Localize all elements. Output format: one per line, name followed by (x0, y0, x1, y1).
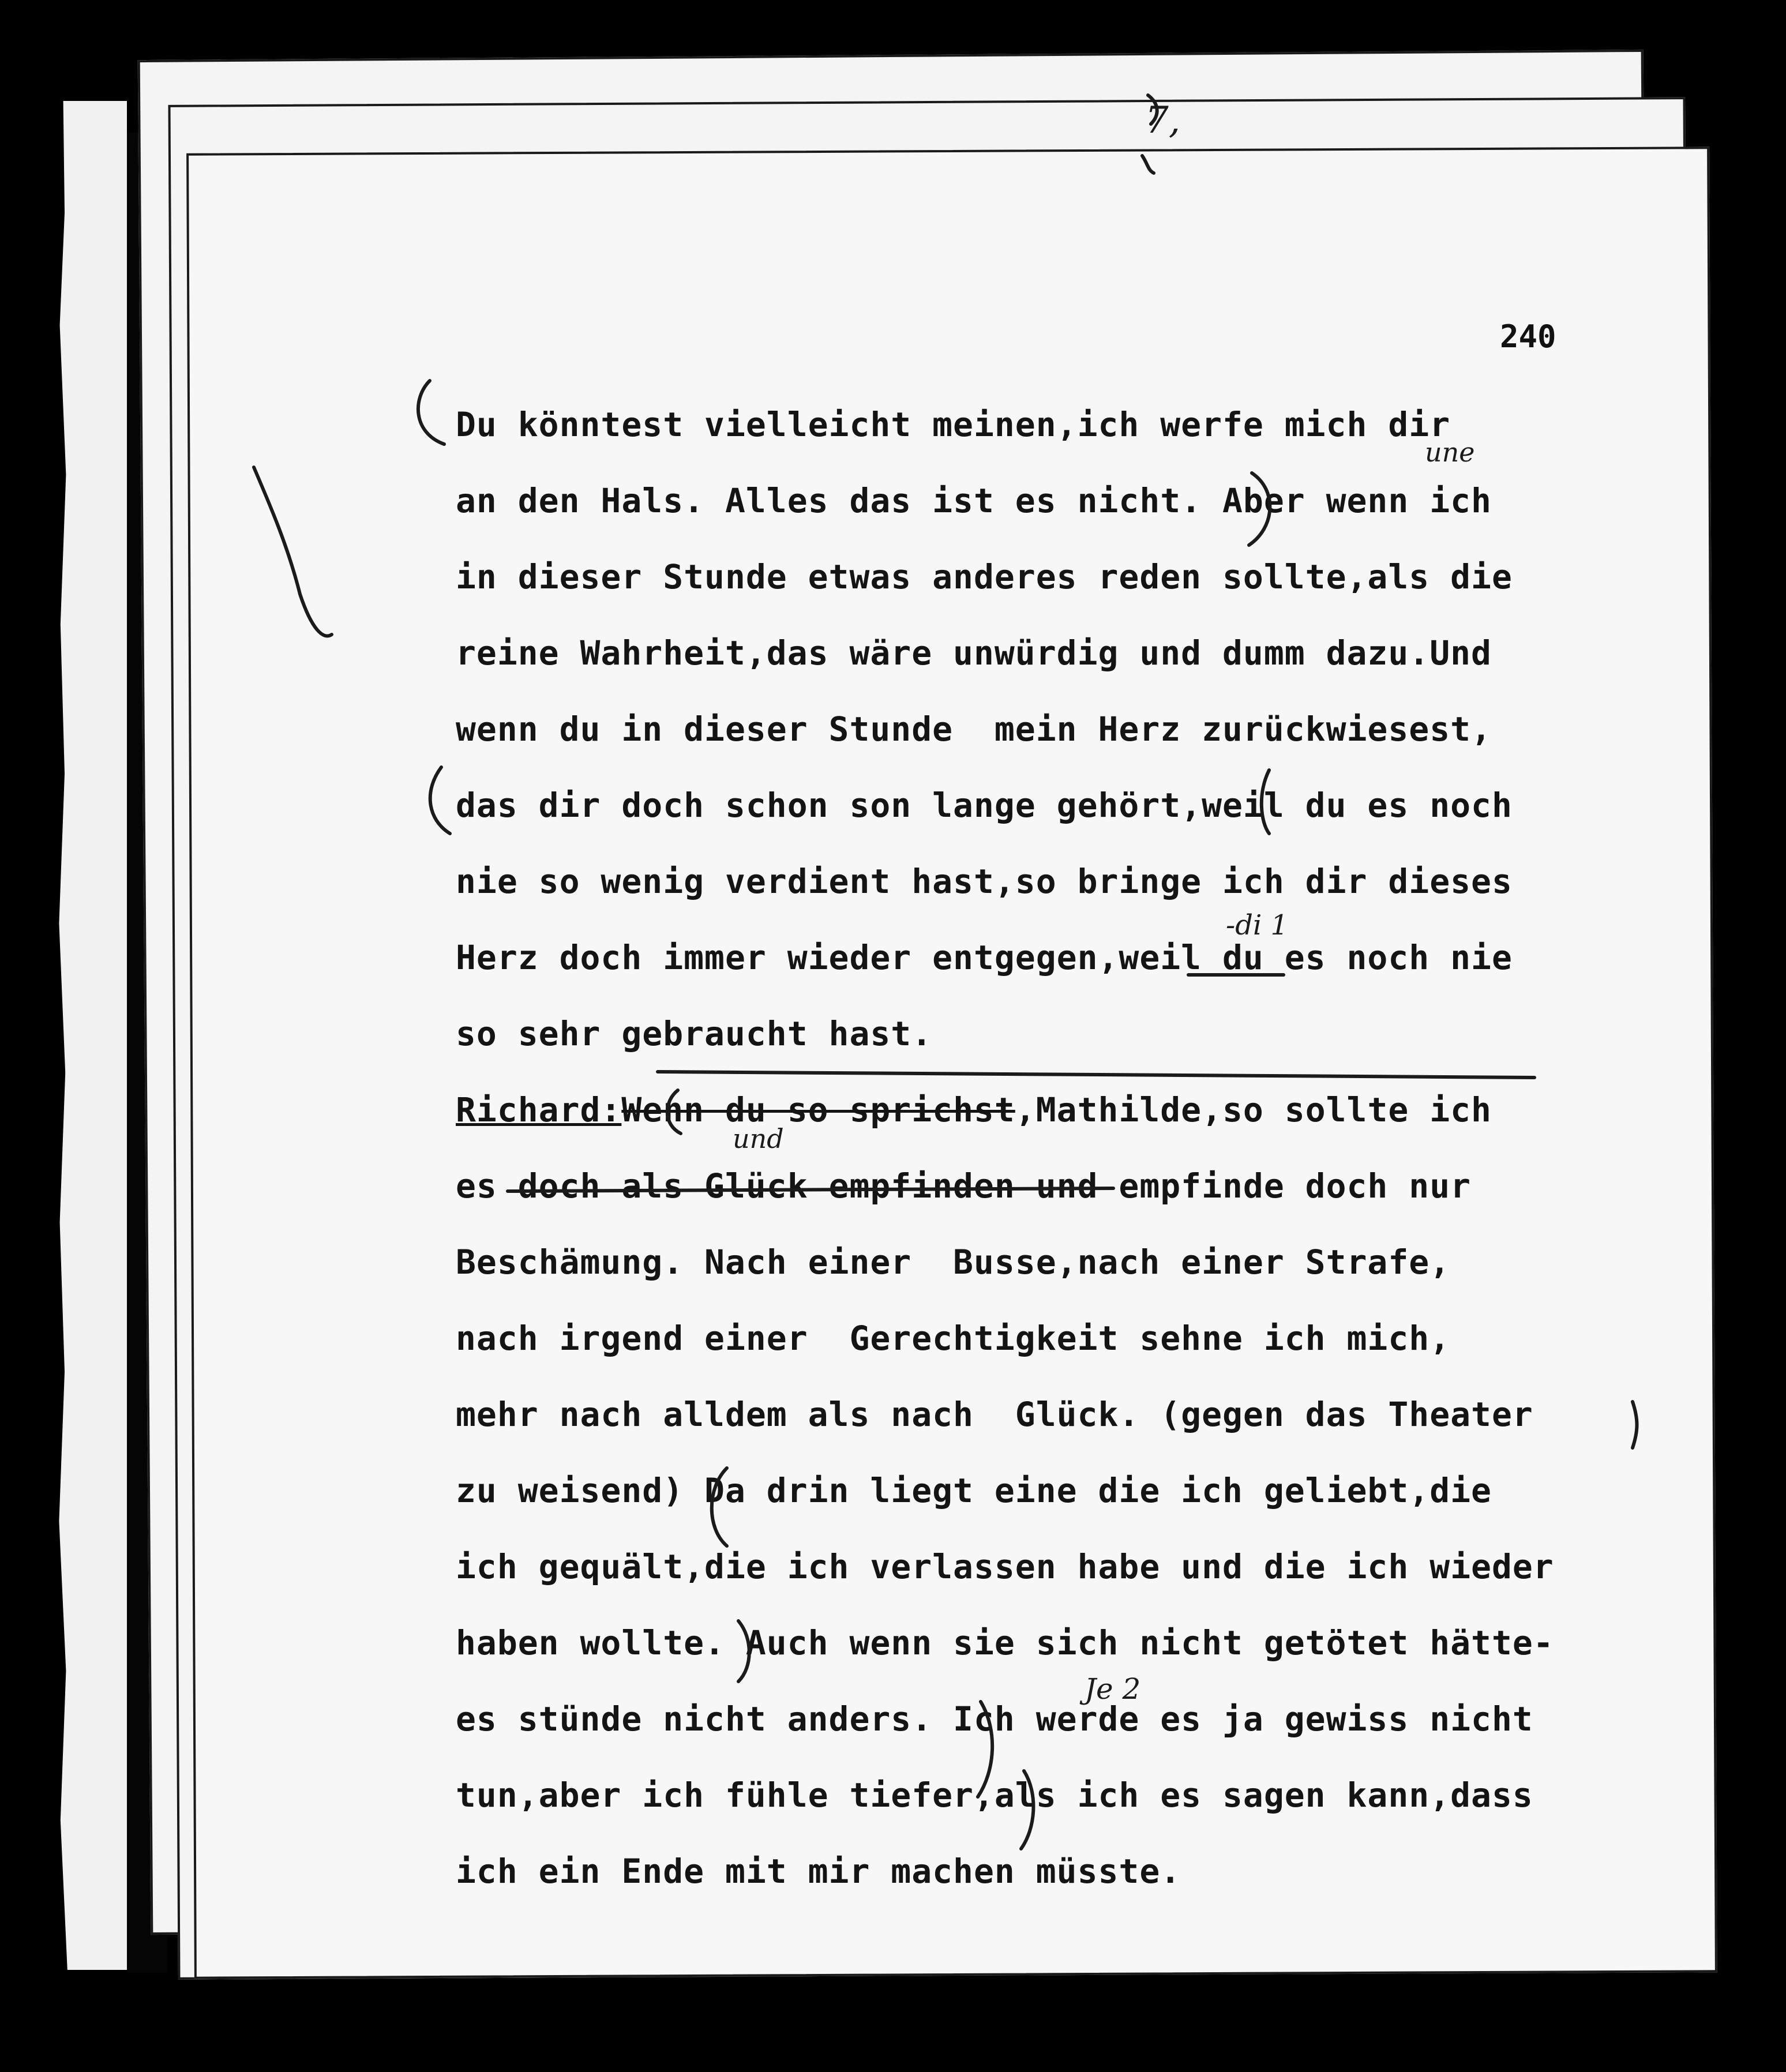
text-line-20: ich ein Ende mit mir machen müsste. (456, 1852, 1181, 1891)
text-line-2: an den Hals. Alles das ist es nicht. Aber wenn ich (456, 481, 1492, 520)
handwritten-top-mark: 7, (1145, 99, 1181, 142)
text-line-17: haben wollte. Auch wenn sie sich nicht getötet hätte- (456, 1623, 1554, 1662)
text-line-15: zu weisend) Da drin liegt eine die ich geliebt,die (456, 1471, 1492, 1510)
text-line-4: reine Wahrheit,das wäre unwürdig und dumm dazu.Und (456, 633, 1492, 673)
speaker-line-rest: ,Mathilde,so sollte ich (1015, 1090, 1492, 1129)
speaker-line (456, 1072, 1696, 1148)
text-line-6: das dir doch schon son lange gehört,weil du es noch (456, 786, 1513, 825)
text-line-3: in dieser Stunde etwas anderes reden sollte,als die (456, 557, 1513, 596)
handwritten-note-line18: Je 2 (1085, 1672, 1141, 1706)
page-number: 240 (1500, 318, 1556, 355)
text-line-16: ich gequält,die ich verlassen habe und die ich wieder (456, 1547, 1554, 1586)
text-line-1: Du könntest vielleicht meinen,ich werfe mich dir (456, 405, 1451, 444)
text-line-19: tun,aber ich fühle tiefer,als ich es sagen kann,dass (456, 1776, 1533, 1815)
text-line-8: Herz doch immer wieder entgegen,weil du es noch nie (456, 938, 1513, 977)
text-line-12: Beschämung. Nach einer Busse,nach einer Strafe, (456, 1243, 1451, 1282)
text-line-11: es doch als Glück empfinden und empfinde doch nur (456, 1166, 1472, 1206)
text-line-5: wenn du in dieser Stunde mein Herz zurückwiesest, (456, 710, 1492, 749)
handwritten-note-line1: une (1425, 437, 1475, 468)
struck-text: Wenn du so sprichst (621, 1090, 1015, 1129)
handwritten-note-line11: und (733, 1123, 784, 1154)
text-line-18: es stünde nicht anders. Ich werde es ja gewiss nicht (456, 1699, 1533, 1739)
text-line-13: nach irgend einer Gerechtigkeit sehne ich mich, (456, 1319, 1451, 1358)
speaker-label: Richard: (456, 1090, 622, 1129)
text-line-14: mehr nach alldem als nach Glück. (gegen das Theater (456, 1395, 1533, 1434)
handwritten-note-line8: -di 1 (1226, 909, 1289, 941)
text-line-9: so sehr gebraucht hast. (456, 1014, 933, 1053)
typed-text-block (456, 386, 1696, 1909)
torn-paper-strip (58, 101, 127, 1970)
text-line-7: nie so wenig verdient hast,so bringe ich dir dieses (456, 862, 1513, 901)
